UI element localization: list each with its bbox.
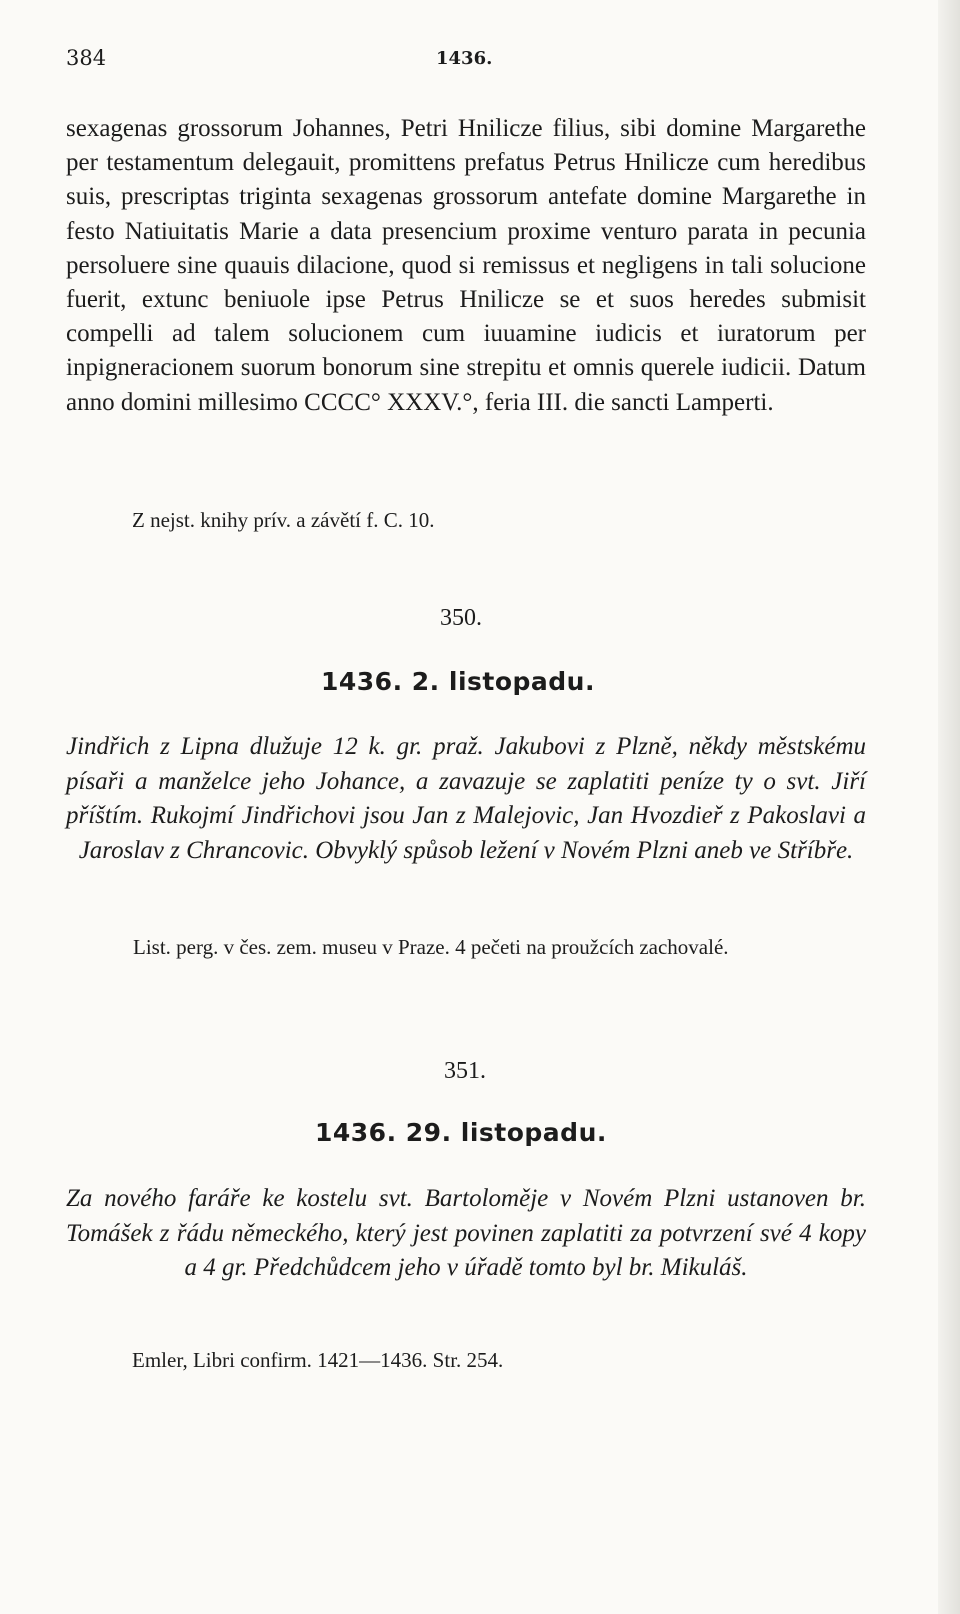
running-head: 1436.: [436, 48, 493, 69]
document-date: 1436. 29. listopadu.: [315, 1118, 607, 1147]
continuation-text: sexagenas grossorum Johannes, Petri Hnilicze filius, sibi domine Margarethe per testamentum delegauit, promittens prefatus Petrus Hnilicze cum heredibus suis, prescriptas triginta sexagenas grossorum antefate domine Margarethe in festo Natiuitatis Marie a data presencium proxime venturo parata in pecunia persoluere sine quauis dilacione, quod si remissus et negligens in tali solucione fuerit, extunc beniuole ipse Petrus Hnilicze se et suos heredes submisit compelli ad talem solucionem cum iuuamine iudicis et iuratorum per inpigneracionem suorum bonorum sine strepitu et omnis querele iudicii. Datum anno domini millesimo CCCC° XXXV.°, feria III. die sancti Lamperti.: [66, 115, 866, 416]
document-number: 351.: [444, 1058, 486, 1084]
document-date: 1436. 2. listopadu.: [321, 667, 595, 696]
page-edge-shadow: [938, 0, 960, 1614]
page-number: 384: [66, 46, 107, 70]
page-header: [66, 46, 896, 76]
document-source: Emler, Libri confirm. 1421—1436. Str. 254.: [132, 1348, 504, 1372]
source-note-continuation: Z nejst. knihy prív. a závětí f. C. 10.: [132, 508, 435, 532]
document-source: List. perg. v čes. zem. museu v Praze. 4 pečeti na proužcích zachovalé.: [133, 935, 729, 959]
document-regest: Za nového faráře ke kostelu svt. Bartoloměje v Novém Plzni ustanoven br. Tomášek z řádu německého, který jest povinen zaplatiti za potvrzení své 4 kopy a 4 gr. Předchůdcem jeho v úřadě tomto byl br. Mikuláš.: [66, 1185, 866, 1281]
document-number: 350.: [440, 605, 482, 631]
document-regest: Jindřich z Lipna dlužuje 12 k. gr. praž. Jakubovi z Plzně, někdy městskému písaři a manželce jeho Johance, a zavazuje se zaplatiti peníze ty o svt. Jiří příštím. Rukojmí Jindřichovi jsou Jan z Malejovic, Jan Hvozdieř z Pakoslavi a Jaroslav z Chrancovic. Obvyklý spůsob ležení v Novém Plzni aneb ve Stříbře.: [66, 733, 866, 864]
